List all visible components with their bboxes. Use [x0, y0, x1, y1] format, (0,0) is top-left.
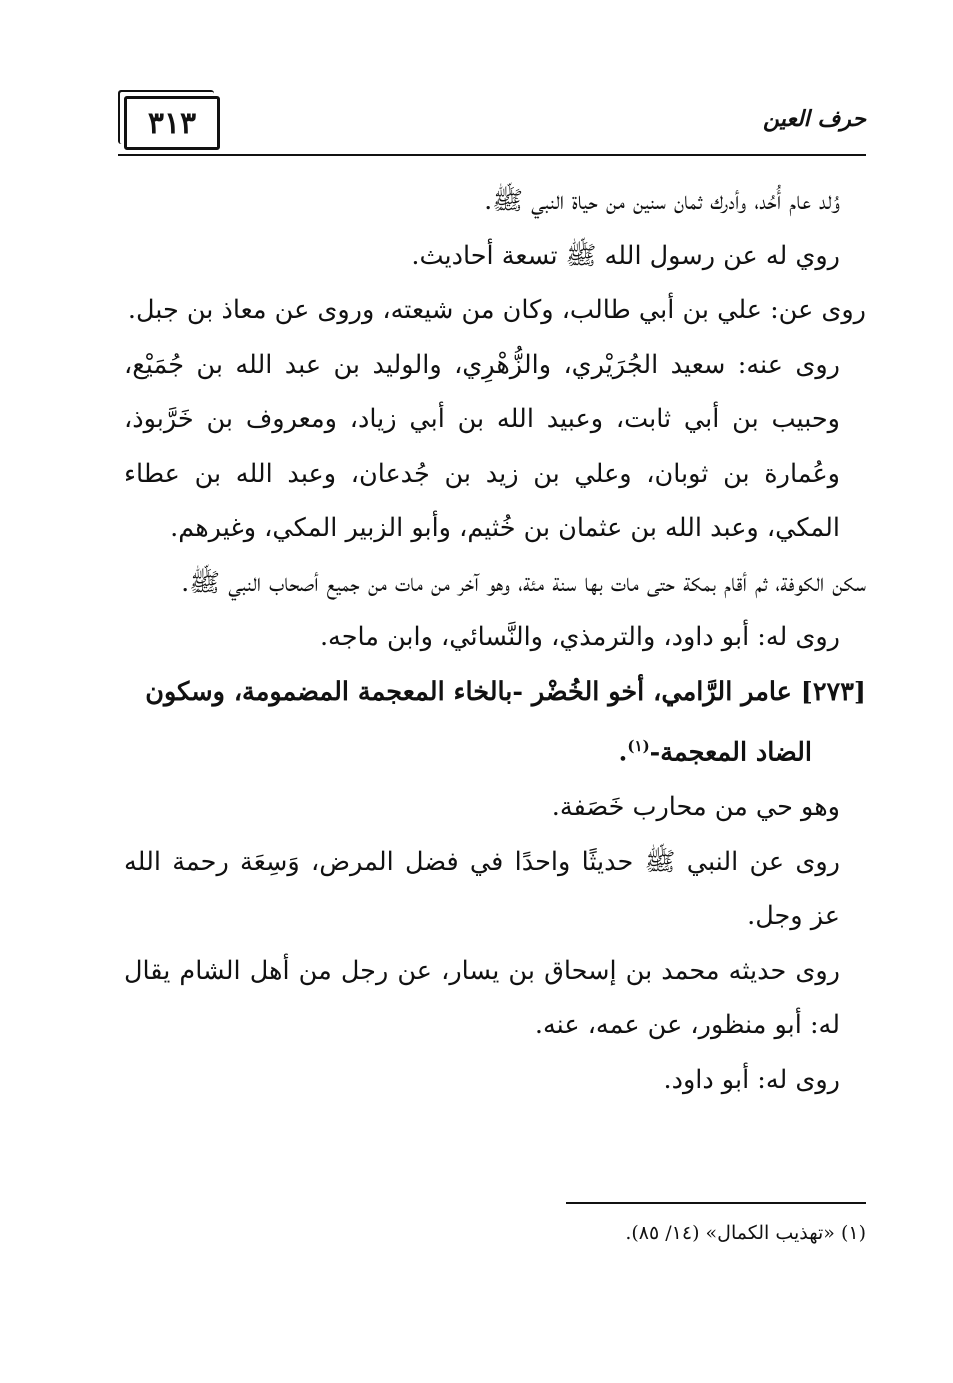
footnote-marker[interactable]: (١)	[627, 737, 650, 755]
paragraph: روى عن: علي بن أبي طالب، وكان من شيعته، وروى عن معاذ بن جبل.	[127, 295, 866, 325]
entry-heading-end: .	[618, 737, 628, 768]
paragraph: روي له عن رسول الله ﷺ تسعة أحاديث.	[411, 240, 840, 271]
paragraph: روى عنه: سعيد الجُرَيْري، والزُّهْرِي، والوليد بن عبد الله بن جُمَيْع، وحبيب بن أبي ثابت، وعبيد الله بن أبي زياد، ومعروف بن خَرَّبوذ، وعُمارة بن ثوبان، وعلي بن زيد بن جُدعان، وعبد الله بن عطاء المكي، وعبد الله بن عثمان بن خُثيم، وأبو الزبير المكي، وغيرهم.	[124, 349, 840, 543]
paragraph: وهو حي من محارب خَصَفة.	[551, 792, 840, 822]
page-number: ٣١٣	[124, 96, 220, 150]
paragraph: روى له: أبو داود، والترمذي، والنَّسائي، وابن ماجه.	[319, 622, 840, 652]
footnote-separator	[566, 1202, 866, 1204]
paragraph: روى عن النبي ﷺ حديثًا واحدًا في فضل المرض، وَسِعَة رحمة الله عز وجل.	[124, 846, 840, 931]
running-title: حرف العين	[762, 106, 866, 132]
header-rule	[118, 154, 866, 156]
paragraph: وُلد عام أُحُد، وأدرك ثمان سنين من حياة النبي ﷺ.	[484, 186, 840, 216]
entry-heading-text: الضاد المعجمة-	[649, 737, 812, 768]
footnote: (١) «تهذيب الكمال» (١٤/ ٨٥).	[625, 1222, 866, 1244]
entry-heading-line: [٢٧٣] عامر الرَّامي، أخو الخُضْر -بالخاء المعجمة المضمومة، وسكون	[145, 676, 866, 707]
paragraph: روى له: أبو داود.	[663, 1064, 840, 1095]
entry-heading	[124, 665, 866, 781]
paragraph: سكن الكوفة، ثم أقام بمكة حتى مات بها سنة مئة، وهو آخر من مات من جميع أصحاب النبي ﷺ.	[181, 567, 866, 598]
main-text	[124, 174, 866, 1107]
entry-heading-line	[124, 719, 866, 780]
paragraph: روى حديثه محمد بن إسحاق بن يسار، عن رجل من أهل الشام يقال له: أبو منظور، عن عمه، عنه.	[124, 955, 840, 1040]
page-header	[118, 90, 866, 156]
